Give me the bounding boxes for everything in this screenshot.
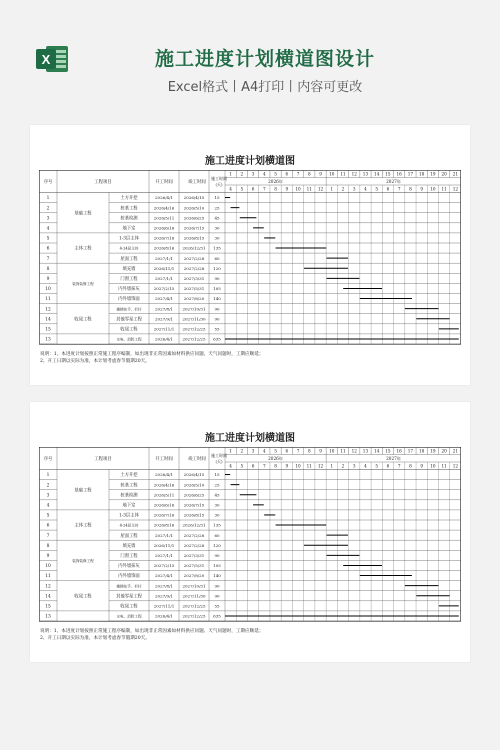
- row-no: 4: [46, 503, 50, 509]
- row-days: 135: [213, 245, 221, 251]
- row-end: 2026/5/10: [183, 482, 205, 488]
- row-item: 1-3层主体: [119, 513, 139, 519]
- row-days: 90: [214, 316, 220, 322]
- row-start: 2026/4/1: [155, 336, 173, 342]
- row-start: 2027/1/1: [155, 275, 173, 281]
- month-number: 9: [285, 463, 289, 469]
- year-2027: 2027年: [386, 456, 402, 461]
- row-start: 2027/2/15: [153, 286, 175, 292]
- row-no: 13: [45, 337, 51, 343]
- row-end: 2027/11/30: [182, 593, 206, 599]
- note-line-2: 2、开工日期以实际为准，本计划考虑春节假期20天。: [40, 359, 150, 364]
- row-item: 收尾工程: [120, 327, 138, 333]
- month-number: 7: [397, 463, 401, 469]
- month-number: 8: [409, 186, 412, 192]
- row-item: 门窗工程: [120, 276, 138, 282]
- row-item: 4-24层主体: [119, 523, 139, 528]
- row-end: 2026/7/15: [183, 225, 205, 231]
- period-number: 17: [407, 171, 414, 177]
- row-no: 2: [46, 206, 50, 212]
- row-start: 2027/9/1: [155, 316, 173, 322]
- period-number: 1: [229, 448, 232, 454]
- period-number: 4: [262, 171, 266, 177]
- row-days: 105: [213, 286, 221, 292]
- row-item: 填充墙: [122, 543, 136, 549]
- row-end: 2027/2/28: [183, 265, 205, 271]
- row-group: 收尾工程: [74, 594, 92, 600]
- row-end: 2027/2/28: [183, 542, 205, 548]
- row-end: 2026/6/25: [183, 215, 205, 221]
- month-number: 7: [262, 463, 266, 469]
- row-group: 装饰装修工程: [72, 282, 94, 286]
- period-number: 13: [362, 448, 369, 454]
- month-number: 5: [375, 186, 379, 192]
- period-number: 4: [262, 448, 266, 454]
- row-item: 地下室: [122, 503, 136, 509]
- period-number: 20: [441, 448, 447, 454]
- row-end: 2027/8/20: [183, 296, 205, 302]
- row-days: 55: [214, 326, 220, 332]
- row-end: 2027/2/28: [183, 255, 205, 261]
- month-number: 5: [375, 463, 379, 469]
- row-no: 10: [45, 564, 51, 570]
- row-item: 桩基工程: [120, 483, 138, 489]
- row-item: 地下室: [122, 226, 136, 232]
- header-days-unit: (天): [215, 181, 223, 187]
- gantt-table: [39, 447, 461, 627]
- row-group: 基础工程: [74, 488, 92, 494]
- row-no: 12: [45, 584, 51, 590]
- row-start: 2027/1/1: [155, 552, 173, 558]
- period-number: 1: [229, 171, 232, 177]
- period-number: 11: [340, 171, 346, 177]
- row-end: 2026/4/15: [183, 472, 205, 478]
- row-item: 内外墙抹灰: [118, 564, 140, 570]
- row-end: 2026/8/15: [183, 235, 205, 241]
- row-days: 90: [214, 306, 220, 312]
- row-days: 30: [214, 512, 220, 518]
- period-number: 18: [418, 448, 425, 454]
- month-number: 11: [306, 186, 312, 192]
- row-days: 135: [213, 522, 221, 528]
- row-no: 8: [46, 266, 50, 272]
- row-item: 水电、消防工程: [116, 337, 142, 342]
- month-number: 8: [409, 463, 412, 469]
- period-number: 7: [296, 171, 300, 177]
- row-end: 2026/7/15: [183, 502, 205, 508]
- row-no: 12: [45, 307, 51, 313]
- year-2027: 2027年: [386, 179, 402, 184]
- row-end: 2027/3/31: [183, 552, 205, 558]
- row-days: 30: [214, 502, 220, 508]
- row-item: 楼梯扶手、栏杆: [116, 307, 142, 312]
- row-days: 105: [213, 563, 221, 569]
- row-no: 2: [46, 483, 50, 489]
- row-no: 15: [45, 327, 51, 333]
- row-no: 7: [46, 256, 50, 262]
- row-item: 桩基检测: [120, 216, 138, 222]
- period-number: 19: [430, 448, 436, 454]
- year-2026: 2026年: [268, 179, 284, 184]
- row-start: 2026/6/16: [153, 225, 175, 231]
- note-line-1: 说明：1、本进度计划按照正常施工程序编制，如出现非正常因素如材料供应问题、天气问题时，工期应顺延；: [40, 352, 264, 357]
- row-item: 桩基检测: [120, 493, 138, 499]
- row-days: 25: [214, 482, 220, 488]
- period-number: 8: [307, 448, 311, 454]
- row-no: 6: [46, 523, 50, 529]
- row-item: 内外墙饰面: [118, 297, 140, 303]
- row-start: 2026/11/1: [153, 542, 175, 548]
- sheet-title: 施工进度计划横道图: [205, 156, 295, 167]
- row-item: 内外墙抹灰: [118, 287, 140, 293]
- month-number: 8: [274, 463, 277, 469]
- month-number: 10: [430, 186, 436, 192]
- row-days: 60: [214, 532, 220, 538]
- row-days: 90: [214, 275, 220, 281]
- row-item: 门窗工程: [120, 553, 138, 559]
- header-project: 工程项目: [94, 179, 112, 185]
- row-item: 4-24层主体: [119, 246, 139, 251]
- month-number: 7: [262, 186, 266, 192]
- row-end: 2027/12/25: [182, 326, 206, 332]
- row-item: 土方开挖: [120, 196, 138, 202]
- row-end: 2026/8/15: [183, 512, 205, 518]
- row-no: 11: [45, 297, 51, 303]
- row-days: 635: [213, 613, 221, 619]
- logo-letter: X: [41, 52, 51, 67]
- row-group: 主体工程: [74, 246, 92, 252]
- table-border: [39, 170, 460, 344]
- year-2026: 2026年: [268, 456, 284, 461]
- row-no: 4: [46, 226, 50, 232]
- month-number: 8: [274, 186, 277, 192]
- month-number: 12: [452, 186, 459, 192]
- row-start: 2026/4/1: [155, 613, 173, 619]
- row-no: 15: [45, 604, 51, 610]
- row-end: 2026/12/31: [182, 245, 206, 251]
- row-no: 6: [46, 246, 50, 252]
- period-number: 2: [240, 171, 244, 177]
- period-number: 2: [240, 448, 244, 454]
- period-number: 21: [452, 448, 459, 454]
- row-no: 1: [46, 196, 50, 202]
- row-start: 2026/5/11: [153, 215, 175, 221]
- period-number: 9: [319, 171, 322, 177]
- sheet-preview-1: [30, 125, 470, 385]
- period-number: 17: [407, 448, 414, 454]
- row-days: 15: [214, 472, 220, 478]
- row-end: 2027/8/20: [183, 573, 205, 579]
- row-start: 2026/7/16: [153, 512, 175, 518]
- row-days: 55: [214, 603, 220, 609]
- row-days: 90: [214, 552, 220, 558]
- month-number: 6: [251, 186, 255, 192]
- row-no: 5: [46, 236, 50, 242]
- row-days: 90: [214, 583, 220, 589]
- row-no: 14: [45, 317, 51, 323]
- period-number: 13: [362, 171, 369, 177]
- note-line-1: 说明：1、本进度计划按照正常施工程序编制，如出现非正常因素如材料供应问题、天气问题时，工期应顺延；: [40, 629, 264, 634]
- row-days: 45: [214, 215, 220, 221]
- row-start: 2027/1/1: [155, 255, 173, 261]
- row-start: 2027/4/1: [155, 296, 173, 302]
- row-days: 120: [213, 542, 221, 548]
- row-end: 2027/10/31: [182, 306, 206, 312]
- row-start: 2027/1/1: [155, 532, 173, 538]
- row-item: 收尾工程: [120, 604, 138, 610]
- row-days: 120: [213, 265, 221, 271]
- header-days-unit: (天): [215, 458, 223, 464]
- row-days: 30: [214, 235, 220, 241]
- row-end: 2027/3/31: [183, 275, 205, 281]
- row-start: 2026/5/11: [153, 492, 175, 498]
- row-days: 140: [213, 296, 221, 302]
- period-number: 20: [441, 171, 447, 177]
- row-days: 25: [214, 205, 220, 211]
- row-end: 2026/5/10: [183, 205, 205, 211]
- row-end: 2027/5/31: [183, 286, 205, 292]
- row-item: 屋面工程: [120, 533, 138, 539]
- row-item: 土方开挖: [120, 473, 138, 479]
- table-border: [39, 447, 460, 621]
- page-subtitle: Excel格式丨A4打印丨内容可更改: [167, 80, 363, 95]
- row-end: 2027/12/25: [182, 336, 206, 342]
- row-no: 1: [46, 473, 50, 479]
- row-group: 装饰装修工程: [72, 559, 94, 563]
- row-start: 2026/6/16: [153, 502, 175, 508]
- row-days: 15: [214, 195, 220, 201]
- period-number: 11: [340, 448, 346, 454]
- period-number: 3: [251, 448, 255, 454]
- month-number: 3: [352, 463, 356, 469]
- header-days: 施工时间: [211, 175, 227, 181]
- gantt-table: [39, 170, 461, 350]
- sheet-notes: [40, 351, 263, 365]
- month-number: 11: [441, 463, 447, 469]
- row-group: 收尾工程: [74, 317, 92, 323]
- row-days: 60: [214, 255, 220, 261]
- period-number: 10: [329, 171, 335, 177]
- note-line-2: 2、开工日期以实际为准，本计划考虑春节假期20天。: [40, 636, 150, 641]
- row-start: 2026/4/16: [153, 482, 175, 488]
- period-number: 14: [374, 448, 380, 454]
- sheet-preview-2: [30, 402, 470, 662]
- row-item: 其他零星工程: [116, 594, 142, 600]
- month-number: 12: [452, 463, 459, 469]
- month-number: 5: [240, 186, 244, 192]
- month-number: 10: [430, 463, 436, 469]
- header-end: 竣工时间: [188, 179, 206, 185]
- period-number: 16: [396, 448, 402, 454]
- row-item: 桩基工程: [120, 206, 138, 212]
- header-start: 开工时间: [155, 179, 173, 185]
- row-start: 2026/11/1: [153, 265, 175, 271]
- row-no: 5: [46, 513, 50, 519]
- row-days: 90: [214, 593, 220, 599]
- period-number: 3: [251, 171, 255, 177]
- row-end: 2027/12/25: [182, 613, 206, 619]
- month-number: 6: [386, 463, 390, 469]
- period-number: 15: [385, 171, 391, 177]
- row-no: 3: [46, 493, 50, 499]
- row-no: 13: [45, 614, 51, 620]
- period-number: 18: [418, 171, 425, 177]
- page-title: 施工进度计划横道图设计: [154, 48, 375, 70]
- row-item: 其他零星工程: [116, 317, 142, 323]
- month-number: 6: [386, 186, 390, 192]
- header-end: 竣工时间: [188, 456, 206, 462]
- month-number: 11: [306, 463, 312, 469]
- row-no: 14: [45, 594, 51, 600]
- month-number: 9: [285, 186, 289, 192]
- row-start: 2026/8/16: [153, 245, 175, 251]
- period-number: 8: [307, 171, 311, 177]
- period-number: 14: [374, 171, 380, 177]
- header-days: 施工时间: [211, 452, 227, 458]
- row-no: 9: [46, 553, 50, 559]
- month-number: 9: [420, 186, 424, 192]
- row-start: 2027/8/1: [155, 583, 173, 589]
- row-no: 7: [46, 533, 50, 539]
- period-number: 5: [274, 171, 277, 177]
- row-start: 2026/7/16: [153, 235, 175, 241]
- month-number: 4: [229, 463, 232, 469]
- row-end: 2026/4/15: [183, 195, 205, 201]
- row-item: 1-3层主体: [119, 236, 139, 242]
- row-start: 2026/4/1: [155, 195, 173, 201]
- row-item: 屋面工程: [120, 256, 138, 262]
- row-no: 10: [45, 287, 51, 293]
- month-number: 2: [341, 463, 345, 469]
- row-days: 635: [213, 336, 221, 342]
- period-number: 19: [430, 171, 436, 177]
- row-no: 8: [46, 543, 50, 549]
- row-end: 2027/5/31: [183, 563, 205, 569]
- month-number: 11: [441, 186, 447, 192]
- row-no: 9: [46, 276, 50, 282]
- row-end: 2026/12/31: [182, 522, 206, 528]
- row-end: 2027/11/30: [182, 316, 206, 322]
- period-number: 10: [329, 448, 335, 454]
- row-end: 2027/12/25: [182, 603, 206, 609]
- row-days: 30: [214, 225, 220, 231]
- period-number: 16: [396, 171, 402, 177]
- month-number: 1: [330, 186, 334, 192]
- month-number: 12: [317, 186, 324, 192]
- header-no: 序号: [43, 456, 53, 462]
- row-start: 2026/4/16: [153, 205, 175, 211]
- month-number: 1: [330, 463, 334, 469]
- period-number: 5: [274, 448, 277, 454]
- row-days: 140: [213, 573, 221, 579]
- row-item: 楼梯扶手、栏杆: [116, 584, 142, 589]
- row-item: 填充墙: [122, 266, 136, 272]
- sheet-title: 施工进度计划横道图: [205, 433, 295, 444]
- sheet-notes: [40, 628, 263, 642]
- row-start: 2027/2/15: [153, 563, 175, 569]
- row-start: 2027/8/1: [155, 306, 173, 312]
- row-start: 2027/4/1: [155, 573, 173, 579]
- period-number: 12: [351, 171, 357, 177]
- row-group: 主体工程: [74, 523, 92, 529]
- period-number: 9: [319, 448, 322, 454]
- row-end: 2026/6/25: [183, 492, 205, 498]
- row-end: 2027/10/31: [182, 583, 206, 589]
- row-start: 2026/4/1: [155, 472, 173, 478]
- row-item: 内外墙饰面: [118, 574, 140, 580]
- month-number: 2: [341, 186, 345, 192]
- month-number: 4: [364, 463, 367, 469]
- month-number: 4: [364, 186, 367, 192]
- month-number: 10: [295, 463, 301, 469]
- month-number: 12: [317, 463, 324, 469]
- month-number: 6: [251, 463, 255, 469]
- header-no: 序号: [43, 179, 53, 185]
- period-number: 7: [296, 448, 300, 454]
- row-start: 2026/8/16: [153, 522, 175, 528]
- row-no: 11: [45, 574, 51, 580]
- month-number: 10: [295, 186, 301, 192]
- month-number: 3: [352, 186, 356, 192]
- period-number: 6: [285, 448, 289, 454]
- period-number: 12: [351, 448, 357, 454]
- month-number: 9: [420, 463, 424, 469]
- row-start: 2027/11/1: [153, 603, 175, 609]
- row-start: 2027/9/1: [155, 593, 173, 599]
- month-number: 7: [397, 186, 401, 192]
- row-no: 3: [46, 216, 50, 222]
- period-number: 21: [452, 171, 459, 177]
- row-end: 2027/2/28: [183, 532, 205, 538]
- period-number: 15: [385, 448, 391, 454]
- row-days: 45: [214, 492, 220, 498]
- month-number: 5: [240, 463, 244, 469]
- header-project: 工程项目: [94, 456, 112, 462]
- period-number: 6: [285, 171, 289, 177]
- header-start: 开工时间: [155, 456, 173, 462]
- row-item: 水电、消防工程: [116, 614, 142, 619]
- row-group: 基础工程: [74, 211, 92, 217]
- month-number: 4: [229, 186, 232, 192]
- row-start: 2027/11/1: [153, 326, 175, 332]
